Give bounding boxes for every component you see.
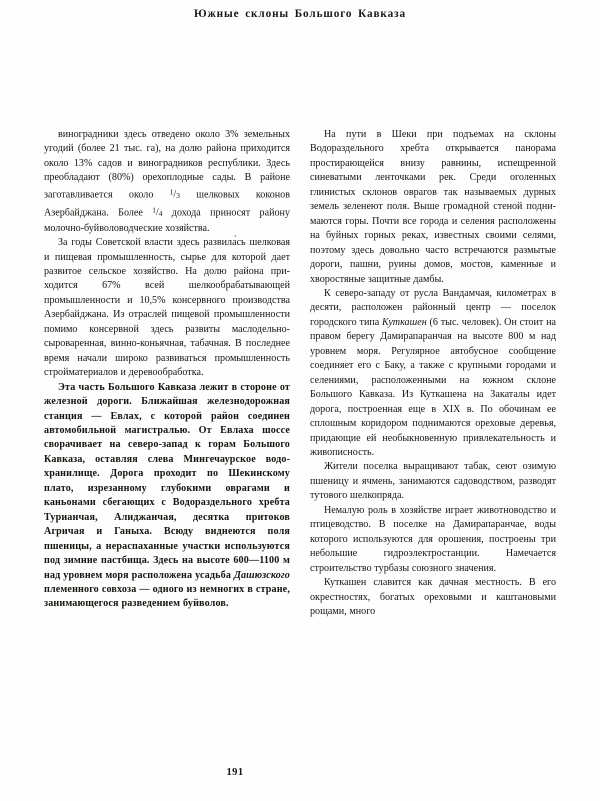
- right-column: [310, 128, 556, 619]
- paragraph-right-2-part-a: К северо-западу от русла Вандамчая, километрах в десяти, расположен районный центр — поселок городского типа: [310, 287, 556, 328]
- paragraph-right-2-part-b: (6 тыс. человек). Он стоит на правом берегу Дамирапаранчая на высоте 800 м над уровнем моря. Регулярное автобусное сообщение соединяет его с Баку, а также с крупными городами и селениями, расположенными на южном склоне Большого Кавказа. Из Куткашена на Закаталы идет дорога, построенная еще в XIX в. По обочинам ее сплошным коридором поднимаются ореховые деревья, придающие ей необыкновенную привлекательность и живописность.: [310, 316, 556, 458]
- paragraph-left-2: За годы Советской власти здесь развила́сь шелковая и пищевая промышленность, сырье для которой дает развитое сельское хозяйство. На долю района приходится 67% всей шелкообрабатывающей промышленности и 10,5% консервного производства Азербайджана. Из отраслей пищевой промышленности помимо консервной здесь развиты маслодельно-сыроваренная, винно-коньячная, табачная. В последнее время начали широко развиваться промышленность стройматериалов и деревообработка.: [44, 237, 290, 379]
- paragraph-left-1-prefix: виноградники здесь отведено около 3% земельных угодий (более 21 тыс. га), на долю района приходится около 13% садов и виноградников республики. Здесь преобладают (80%) орехоплодные сады. В районе заготавливается около: [44, 129, 290, 201]
- left-column: [44, 128, 290, 612]
- paragraph-left-1: [44, 128, 290, 236]
- paragraph-right-1: На пути в Шеки при подъемах на склоны Водораздельного хребта открывается панорама простирающейся внизу равнины, испещренной синеватыми ленточками рек. Среди оголенных глинистых склонов оврагов так называемых дурных земель зеленеют поля. Выше громадной стеной поднимаются горы. Почти все города и селения расположены на буйных горных реках, известных своими селями, поэтому здесь довольно часто встречаются размытые дороги, пашни, руины домов, мостов, каменные и хворостяные защитные дамбы.: [310, 129, 556, 285]
- fraction-one-third: $^1/_3$: [169, 187, 180, 201]
- page-number: 191: [226, 767, 244, 778]
- paragraph-right-2: [310, 287, 556, 460]
- paragraph-left-3-part-a: Эта часть Большого Кавказа лежит в стороне от железной дороги. Ближайшая железнодорожная станция — Евлах, с которой район соединен автомобильной магистралью. От Евлаха шоссе сворачивает на северо-запад к горам Большого Кавказа, оставляя слева Мингечаурское водохранилище. Дорога проходит по Шекинскому плато, изрезанному глубокими оврагами и каньонами сбегающих с Водораздельного хребта Турианчая, Алиджанчая, десятка притоков Агричая и Ганыха. Всюду виднеются поля пшеницы, а нераспаханные участки используются под зимние пастбища. Здесь на высоте 600—1100 м над уровнем моря расположена усадьба: [44, 381, 290, 581]
- paragraph-right-3: Жители поселка выращивают табак, сеют озимую пшеницу и ячмень, занимаются садоводством, разводят тутового шелкопряда.: [310, 461, 556, 502]
- fraction-one-quarter: $^1/_4$: [152, 205, 163, 219]
- paragraph-left-1-middle: шелковых коконов Азербайджана. Более: [44, 189, 290, 219]
- two-column-body: [44, 128, 556, 619]
- fraction-numerator: 1: [152, 205, 156, 215]
- fraction-denominator: 3: [176, 191, 180, 201]
- fraction-denominator: 4: [158, 209, 163, 219]
- italic-place-name-dashyuz: Дашюзского: [233, 569, 290, 581]
- paragraph-right-5: Куткашен славится как дачная местность. В его окрестностях, богатых ореховыми и каштановыми рощами, много: [310, 577, 556, 617]
- paragraph-left-1-suffix: дохода приносят району молочно-буйволоводческие хозяйства.: [44, 207, 290, 234]
- italic-place-name-kutkashen: Куткашен: [382, 316, 427, 328]
- paragraph-left-3-part-b: племенного совхоза — одного из немногих в стране, занимающегося разведением буйволов.: [44, 583, 290, 610]
- fraction-numerator: 1: [169, 187, 174, 197]
- paragraph-left-3: [44, 381, 290, 612]
- running-head: Южные склоны Большого Кавказа: [194, 8, 406, 20]
- paragraph-right-4: Немалую роль в хозяйстве играет животноводство и птицеводство. В поселке на Дамирапаранчае, воды которого используются для орошения, построены три небольшие гидроэлектростанции. Намечается строительство турбазы союзного значения.: [310, 504, 556, 574]
